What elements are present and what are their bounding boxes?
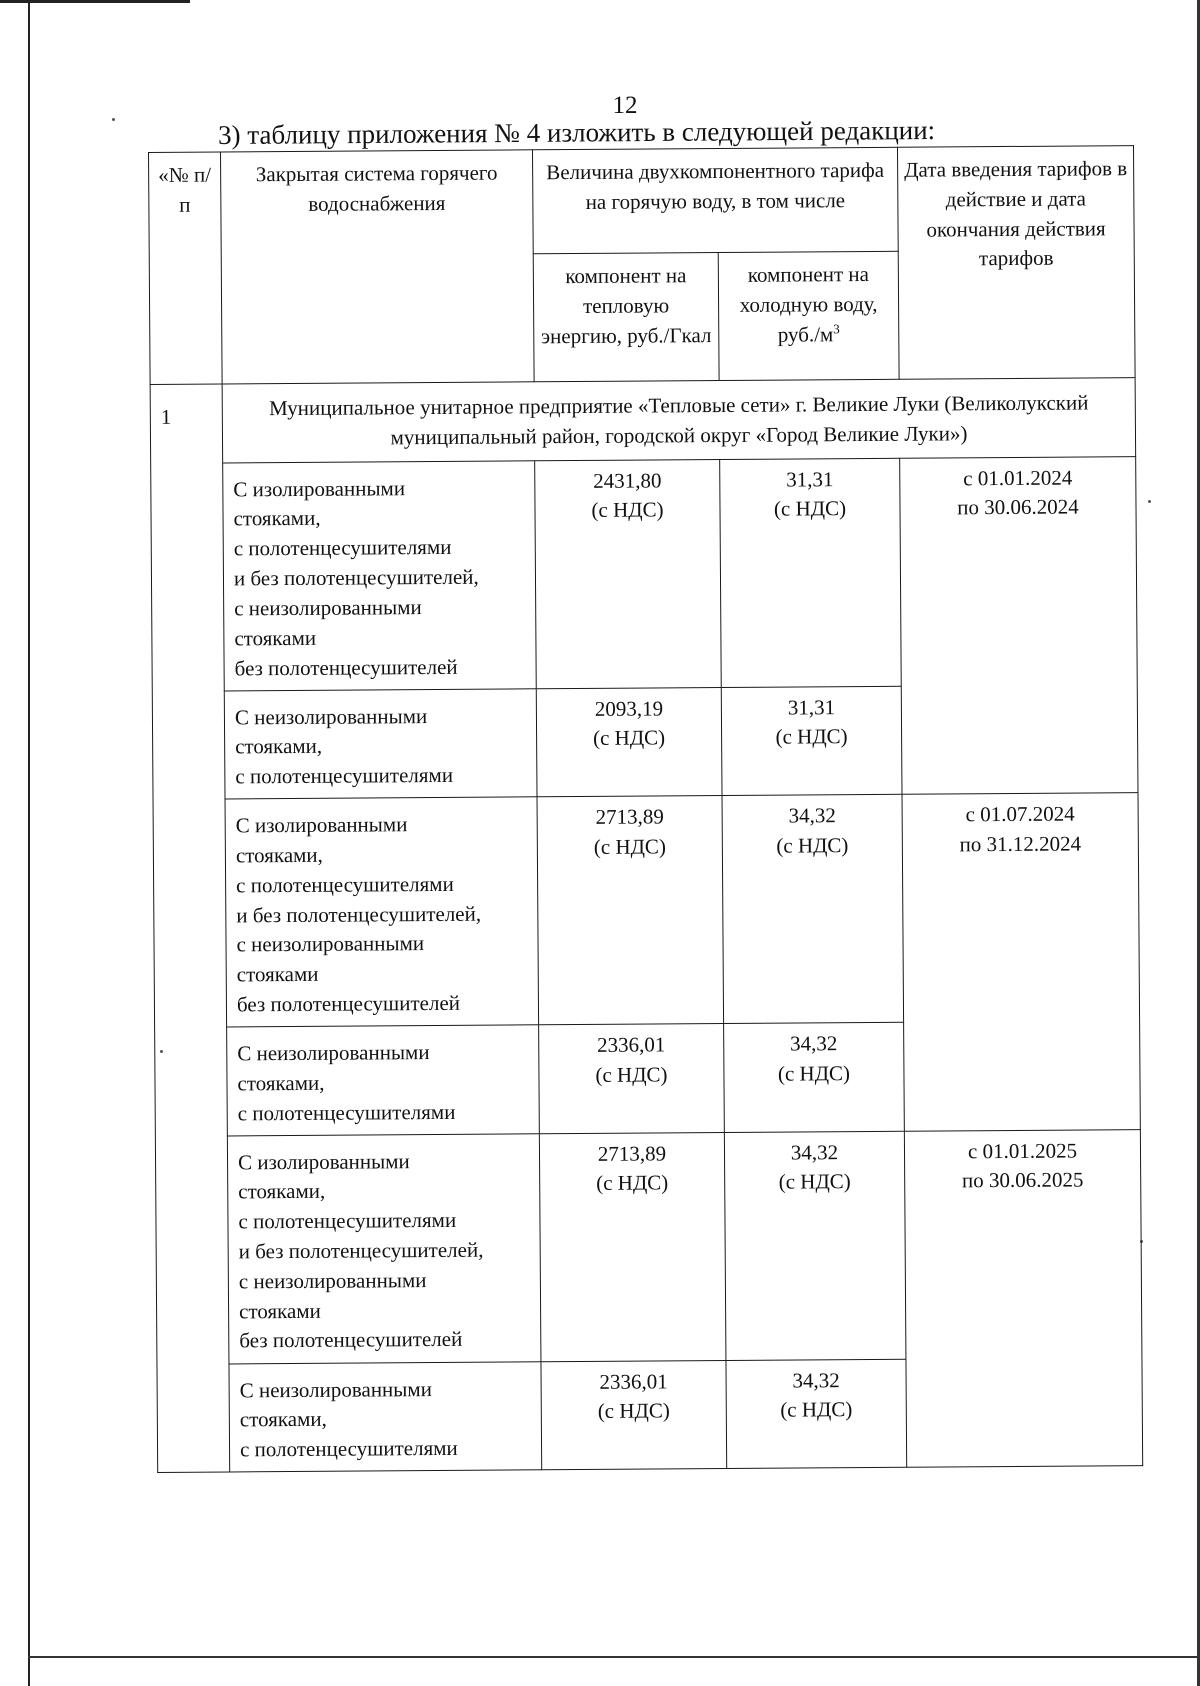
header-dates: Дата введения тарифов в действие и дата окончания действия тарифов	[897, 146, 1135, 380]
water-value: 34,32	[790, 1139, 839, 1165]
desc-line: стояками	[239, 1298, 321, 1323]
heat-component-cell	[539, 1132, 726, 1361]
heat-component-cell	[535, 459, 722, 688]
water-component-cell	[722, 794, 904, 1023]
scan-edge-top	[0, 0, 190, 3]
system-description	[229, 1361, 542, 1472]
header-tariff-group: Величина двухкомпонентного тарифа на горячую воду, в том числе	[532, 147, 898, 254]
date-from: с 01.01.2024	[963, 465, 1073, 490]
heat-value: 2336,01	[599, 1368, 668, 1394]
heat-component-cell	[537, 796, 724, 1025]
desc-line: и без полотенцесушителей,	[233, 564, 479, 591]
desc-line: С изолированными	[233, 475, 406, 502]
heat-value: 2713,89	[597, 1140, 667, 1166]
desc-line: С неизолированными	[239, 1376, 432, 1402]
tariff-period-cell	[902, 793, 1140, 1131]
desc-line: с полотенцесушителями	[239, 1435, 458, 1462]
desc-line: без полотенцесушителей	[236, 990, 461, 1017]
tariff-table	[148, 145, 1143, 1473]
water-vat: (с НДС)	[775, 724, 848, 750]
desc-line: стояками	[236, 961, 319, 987]
table-row	[153, 793, 1140, 1028]
date-from: с 01.07.2024	[965, 801, 1075, 827]
water-value: 31,31	[787, 694, 836, 720]
intro-text: 3) таблицу приложения № 4 изложить в следующей редакции:	[218, 114, 936, 150]
water-value: 34,32	[792, 1367, 840, 1393]
tariff-table-wrapper	[148, 145, 1142, 1473]
heat-vat: (с НДС)	[597, 1398, 670, 1424]
heat-value: 2093,19	[594, 696, 664, 721]
row-number: 1	[150, 384, 230, 1472]
water-vat: (с НДС)	[776, 833, 849, 858]
desc-line: стояками,	[235, 842, 323, 868]
desc-line: с неизолированными	[238, 1267, 427, 1294]
heat-value: 2336,01	[597, 1032, 666, 1057]
desc-line: С изолированными	[237, 1148, 410, 1174]
desc-line: С изолированными	[235, 812, 408, 838]
heat-vat: (с НДС)	[593, 834, 666, 859]
desc-line: с полотенцесушителями	[233, 535, 452, 561]
header-heat-component: компонент на тепловую энергию, руб./Гкал	[533, 253, 719, 382]
table-row	[155, 1129, 1142, 1364]
desc-line: с неизолированными	[234, 594, 422, 621]
system-description	[223, 460, 537, 690]
desc-line: С неизолированными	[237, 1040, 430, 1066]
water-component-cell	[724, 1131, 906, 1360]
header-water-component	[718, 251, 899, 380]
water-value: 34,32	[790, 1031, 838, 1056]
date-to: по 30.06.2025	[961, 1167, 1084, 1193]
organization-name: Муниципальное унитарное предприятие «Тепловые сети» г. Великие Луки (Великолукский муниципальный район, городской округ «Город Великие Луки»)	[222, 378, 1136, 463]
desc-line: с полотенцесушителями	[238, 1208, 457, 1234]
desc-line: с неизолированными	[236, 931, 425, 957]
desc-line: с полотенцесушителями	[237, 1099, 456, 1126]
system-description	[225, 797, 539, 1027]
desc-line: стояками,	[235, 734, 323, 759]
desc-line: С неизолированными	[234, 703, 428, 730]
water-vat: (с НДС)	[780, 1397, 853, 1422]
desc-line: стояками,	[237, 1070, 325, 1096]
page-number: 12	[612, 92, 638, 119]
water-vat: (с НДС)	[777, 1060, 851, 1086]
header-num: «№ п/п	[149, 152, 223, 384]
scan-edge-left	[28, 0, 30, 1686]
date-to: по 30.06.2024	[957, 494, 1079, 520]
heat-vat: (с НДС)	[596, 1170, 669, 1196]
heat-component-cell	[536, 687, 722, 797]
heat-value: 2431,80	[593, 468, 662, 493]
tariff-period-cell	[900, 456, 1138, 794]
water-component-cell	[721, 686, 902, 796]
scan-speck	[1148, 500, 1151, 503]
water-value: 31,31	[786, 466, 834, 492]
heat-component-cell	[541, 1360, 727, 1470]
water-vat: (с НДС)	[773, 496, 847, 522]
system-description	[224, 688, 537, 799]
system-description	[227, 1025, 540, 1136]
desc-line: без полотенцесушителей	[234, 654, 458, 680]
desc-line: и без полотенцесушителей,	[238, 1237, 484, 1264]
desc-line: стояками,	[238, 1179, 326, 1204]
water-component-cell	[724, 1022, 905, 1132]
desc-line: стояками	[234, 625, 317, 651]
header-system: Закрытая система горячего водоснабжения	[221, 150, 535, 384]
header-water-superscript: 3	[833, 320, 840, 336]
water-value: 34,32	[788, 803, 836, 828]
date-to: по 31.12.2024	[959, 831, 1082, 857]
heat-value: 2713,89	[595, 804, 664, 829]
scan-edge-bottom	[28, 1656, 1200, 1658]
desc-line: с полотенцесушителями	[236, 871, 454, 898]
table-row	[151, 456, 1138, 691]
tariff-period-cell	[904, 1129, 1142, 1467]
header-water-text: компонент на холодную воду, руб./м	[739, 261, 878, 347]
org-row	[150, 378, 1136, 463]
heat-vat: (с НДС)	[592, 725, 666, 751]
desc-line: и без полотенцесушителей,	[236, 901, 482, 927]
water-component-cell	[720, 458, 902, 687]
system-description	[227, 1133, 541, 1363]
water-vat: (с НДС)	[778, 1169, 851, 1194]
heat-component-cell	[539, 1024, 725, 1134]
table-header-row	[149, 146, 1135, 257]
desc-line: стояками,	[239, 1407, 327, 1432]
heat-vat: (с НДС)	[595, 1062, 668, 1087]
heat-vat: (с НДС)	[591, 497, 664, 523]
desc-line: стояками,	[233, 506, 321, 531]
desc-line: без полотенцесушителей	[239, 1327, 463, 1353]
date-from: с 01.01.2025	[967, 1138, 1078, 1163]
desc-line: с полотенцесушителями	[235, 763, 454, 789]
water-component-cell	[726, 1359, 907, 1469]
